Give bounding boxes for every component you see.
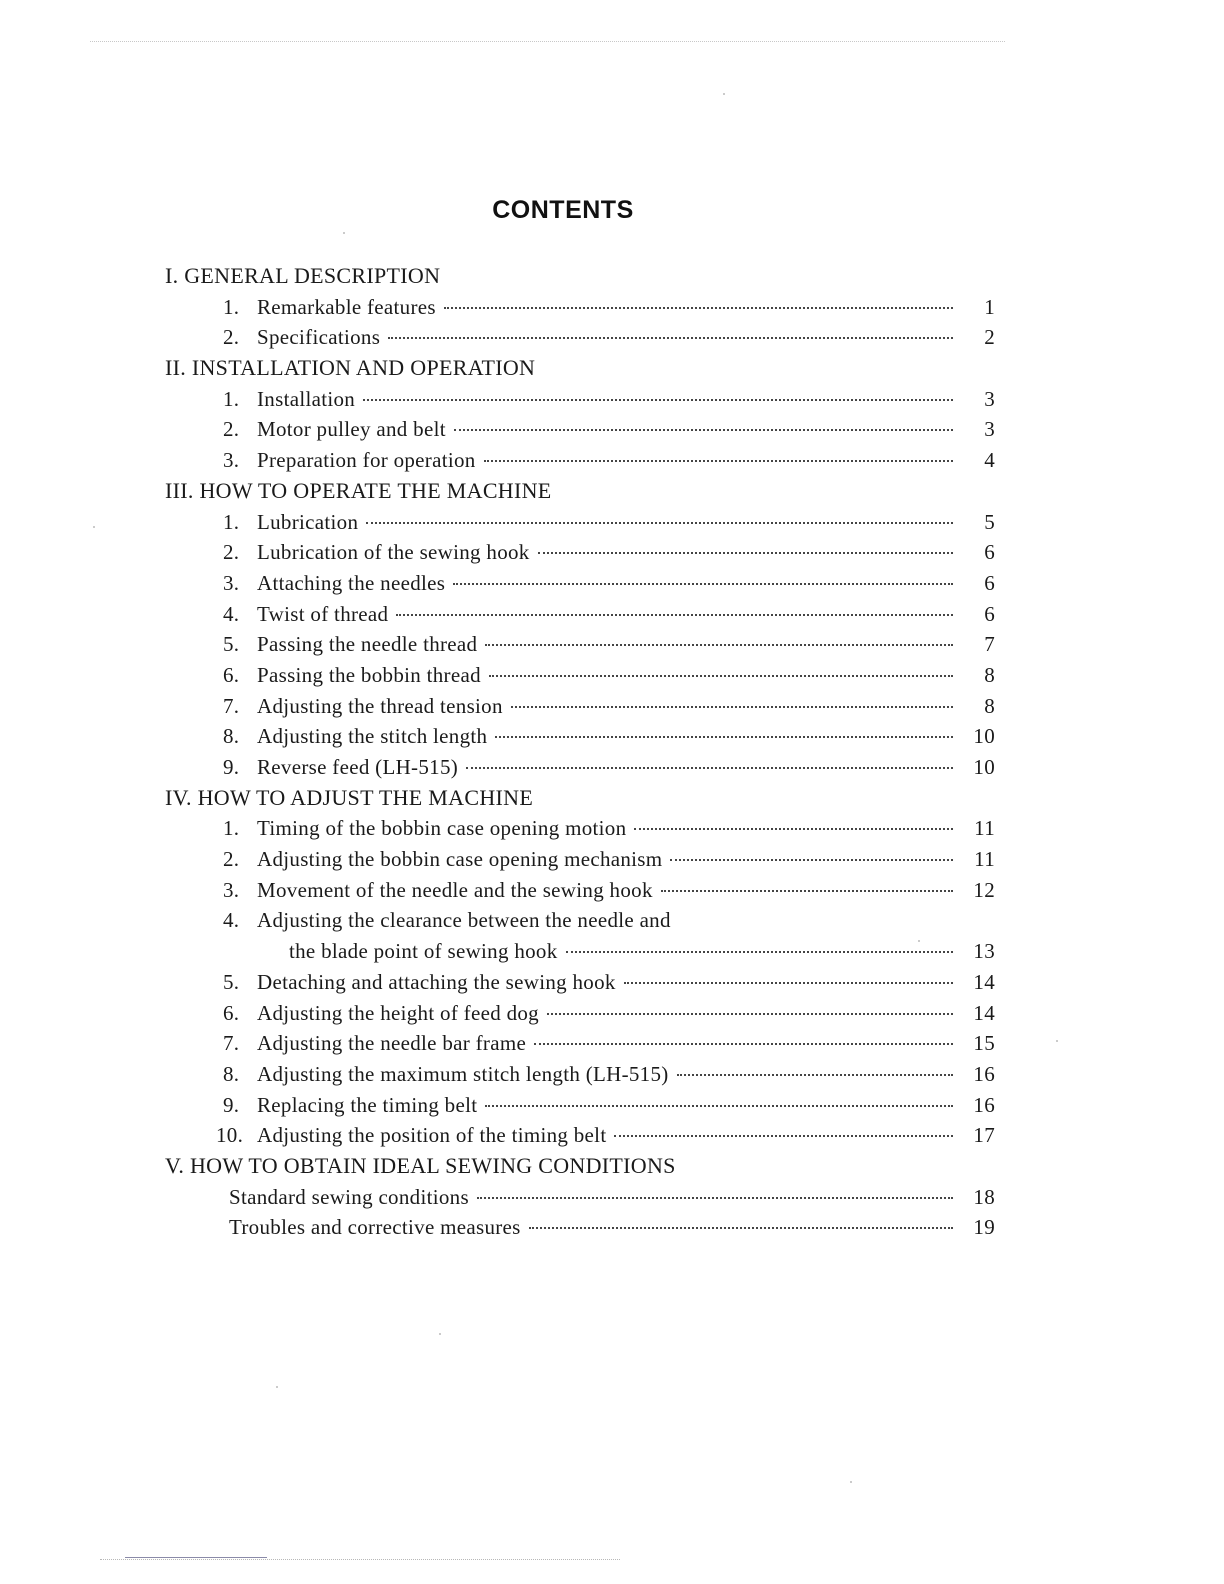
entry-title: Adjusting the position of the timing belt (257, 1123, 607, 1148)
entry-title: Timing of the bobbin case opening motion (257, 816, 627, 841)
entry-page-number: 17 (973, 1123, 995, 1148)
dot-leader (495, 736, 953, 738)
dot-leader (454, 429, 953, 431)
entry-number: 8. (223, 724, 240, 749)
scan-speck (723, 93, 725, 95)
entry-page-number: 3 (984, 417, 995, 442)
toc-entry[interactable] (165, 875, 995, 906)
entry-title: Replacing the timing belt (257, 1092, 478, 1117)
toc-entry[interactable] (165, 322, 995, 353)
scan-artifact-bottom (100, 1559, 620, 1560)
dot-leader (534, 1043, 953, 1045)
entry-number: 9. (223, 755, 240, 779)
entry-number: 10. (216, 1123, 244, 1148)
entry-number: 4. (223, 601, 240, 626)
toc-entry[interactable] (165, 752, 995, 783)
entry-number: 7. (223, 693, 240, 718)
entry-title: Passing the needle thread (257, 632, 478, 657)
entry-page-number: 2 (984, 325, 995, 350)
entry-title: Installation (257, 386, 356, 411)
dot-leader (366, 522, 953, 524)
entry-title: Adjusting the stitch length (257, 724, 488, 749)
entry-number: 2. (223, 540, 240, 565)
entry-page-number: 10 (973, 755, 995, 779)
entry-title: Adjusting the clearance between the needle and (257, 908, 671, 933)
entry-title: Lubrication of the sewing hook (257, 540, 530, 565)
scan-speck (1056, 1040, 1058, 1042)
toc-entry[interactable] (165, 414, 995, 445)
toc-entry[interactable] (165, 1120, 995, 1151)
entry-page-number: 11 (974, 816, 995, 841)
entry-page-number: 14 (973, 1000, 995, 1025)
dot-leader (477, 1197, 953, 1199)
toc-entry[interactable] (165, 629, 995, 660)
entry-title: Twist of thread (257, 601, 389, 626)
entry-number: 2. (223, 417, 240, 442)
dot-leader (485, 1105, 953, 1107)
entry-title: Adjusting the height of feed dog (257, 1000, 539, 1025)
entry-page-number: 14 (973, 969, 995, 994)
entry-number: 3. (223, 877, 240, 902)
entry-number: 7. (223, 1031, 240, 1056)
entry-title: Specifications (257, 325, 381, 350)
scan-speck (343, 232, 345, 234)
entry-number: 3. (223, 570, 240, 595)
entry-number: 6. (223, 662, 240, 687)
section-heading: II. INSTALLATION AND OPERATION (165, 355, 536, 381)
entry-number: 1. (223, 294, 240, 319)
entry-number: 2. (223, 847, 240, 872)
entry-page-number: 6 (984, 570, 995, 595)
page-title: CONTENTS (492, 196, 634, 224)
entry-number: 6. (223, 1000, 240, 1025)
toc-entry[interactable] (165, 507, 995, 538)
toc-entry[interactable] (165, 660, 995, 691)
scan-artifact-top (90, 41, 1005, 42)
entry-title: Adjusting the thread tension (257, 693, 503, 718)
dot-leader (484, 460, 953, 462)
toc-entry-continuation[interactable] (165, 936, 995, 967)
entry-number: 5. (223, 632, 240, 657)
toc-entry[interactable] (165, 599, 995, 630)
dot-leader (624, 982, 953, 984)
toc-entry[interactable] (165, 721, 995, 752)
scan-artifact-bottom-line (125, 1557, 267, 1558)
dot-leader (614, 1135, 953, 1137)
scan-speck (850, 1481, 852, 1483)
entry-page-number: 7 (984, 632, 995, 657)
dot-leader (677, 1074, 953, 1076)
toc-entry[interactable] (165, 998, 995, 1029)
dot-leader (661, 890, 953, 892)
dot-leader (388, 337, 953, 339)
dot-leader (363, 399, 953, 401)
entry-page-number: 3 (984, 386, 995, 411)
entry-number: 4. (223, 908, 240, 933)
toc-entry[interactable] (165, 1212, 995, 1243)
dot-leader (511, 706, 953, 708)
dot-leader (453, 583, 953, 585)
dot-leader (538, 552, 953, 554)
toc-entry[interactable] (165, 537, 995, 568)
toc-entry[interactable] (165, 844, 995, 875)
entry-title: Standard sewing conditions (229, 1184, 469, 1209)
table-of-contents (165, 261, 995, 1243)
entry-page-number: 10 (973, 724, 995, 749)
entry-number: 9. (223, 1092, 240, 1117)
dot-leader (396, 614, 953, 616)
toc-entry[interactable] (165, 445, 995, 476)
scan-speck (439, 1333, 441, 1335)
toc-entry[interactable] (165, 1028, 995, 1059)
entry-title: Adjusting the needle bar frame (257, 1031, 527, 1056)
entry-page-number: 15 (973, 1031, 995, 1056)
entry-page-number: 4 (984, 448, 995, 473)
dot-leader (529, 1227, 953, 1229)
entry-page-number: 5 (984, 509, 995, 534)
entry-title-continuation: the blade point of sewing hook (289, 939, 558, 964)
entry-title: Reverse feed (LH-515) (257, 755, 459, 779)
entry-page-number: 13 (973, 939, 995, 964)
scan-speck (93, 526, 95, 528)
scan-speck (276, 1386, 278, 1388)
section-heading: III. HOW TO OPERATE THE MACHINE (165, 477, 552, 503)
entry-title: Motor pulley and belt (257, 417, 446, 442)
entry-title: Lubrication (257, 509, 359, 534)
entry-page-number: 19 (973, 1215, 995, 1240)
entry-number: 3. (223, 448, 240, 473)
section-heading: V. HOW TO OBTAIN IDEAL SEWING CONDITIONS (165, 1152, 676, 1178)
entry-number: 2. (223, 325, 240, 350)
entry-number: 8. (223, 1061, 240, 1086)
entry-page-number: 1 (984, 294, 995, 319)
entry-title: Adjusting the maximum stitch length (LH-515) (257, 1061, 669, 1086)
toc-entry[interactable] (165, 967, 995, 998)
toc-entry[interactable] (165, 292, 995, 323)
entry-title: Adjusting the bobbin case opening mechanism (257, 847, 663, 872)
entry-page-number: 8 (984, 693, 995, 718)
entry-page-number: 12 (973, 877, 995, 902)
entry-page-number: 6 (984, 601, 995, 626)
toc-entry[interactable] (165, 691, 995, 722)
toc-entry[interactable] (165, 905, 995, 936)
entry-page-number: 18 (973, 1184, 995, 1209)
entry-page-number: 6 (984, 540, 995, 565)
toc-entry[interactable] (165, 1059, 995, 1090)
entry-title: Preparation for operation (257, 448, 476, 473)
toc-entry[interactable] (165, 568, 995, 599)
entry-number: 1. (223, 509, 240, 534)
dot-leader (670, 859, 953, 861)
dot-leader (489, 675, 953, 677)
entry-page-number: 16 (973, 1092, 995, 1117)
toc-entry[interactable] (165, 384, 995, 415)
dot-leader (547, 1013, 953, 1015)
entry-page-number: 11 (974, 847, 995, 872)
entry-number: 1. (223, 816, 240, 841)
entry-title: Troubles and corrective measures (229, 1215, 521, 1240)
dot-leader (485, 644, 953, 646)
dot-leader (444, 307, 953, 309)
toc-entry[interactable] (165, 1090, 995, 1121)
section-heading: IV. HOW TO ADJUST THE MACHINE (165, 784, 534, 810)
section-heading: I. GENERAL DESCRIPTION (165, 263, 441, 288)
entry-page-number: 16 (973, 1061, 995, 1086)
entry-page-number: 8 (984, 662, 995, 687)
entry-title: Movement of the needle and the sewing hook (257, 877, 653, 902)
entry-title: Remarkable features (257, 294, 436, 319)
entry-title: Attaching the needles (257, 570, 446, 595)
dot-leader (566, 951, 953, 953)
entry-title: Detaching and attaching the sewing hook (257, 969, 616, 994)
entry-title: Passing the bobbin thread (257, 662, 481, 687)
entry-number: 5. (223, 969, 240, 994)
dot-leader (634, 828, 953, 830)
entry-number: 1. (223, 386, 240, 411)
toc-entry[interactable] (165, 1182, 995, 1213)
dot-leader (466, 767, 953, 769)
toc-entry[interactable] (165, 813, 995, 844)
